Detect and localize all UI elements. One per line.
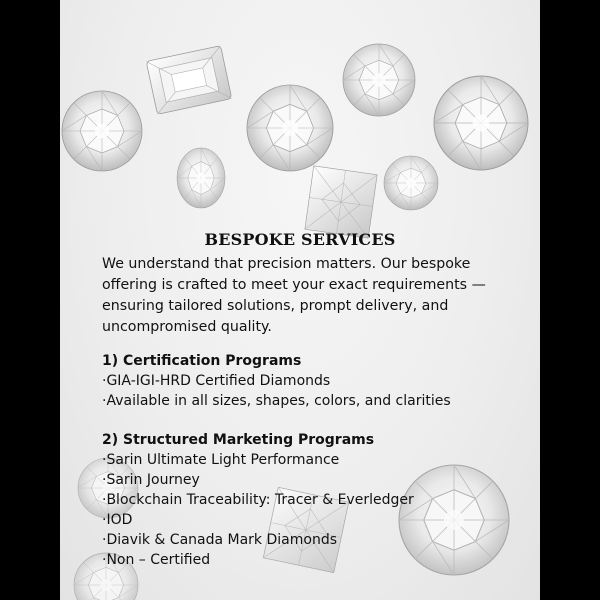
list-item: ·Sarin Journey bbox=[102, 472, 200, 488]
list-item: ·IOD bbox=[102, 512, 133, 528]
section-heading: 2) Structured Marketing Programs bbox=[102, 432, 375, 448]
page-title: BESPOKE SERVICES bbox=[204, 230, 396, 249]
list-item: ·Blockchain Traceability: Tracer & Everledger bbox=[102, 492, 414, 508]
list-item: ·Non – Certified bbox=[102, 552, 211, 568]
list-item: ·Available in all sizes, shapes, colors, and clarities bbox=[102, 393, 451, 409]
list-item: ·Diavik & Canada Mark Diamonds bbox=[102, 532, 337, 548]
section-heading: 1) Certification Programs bbox=[102, 353, 302, 369]
list-item: ·Sarin Ultimate Light Performance bbox=[102, 452, 340, 468]
certification-section bbox=[102, 351, 502, 411]
bespoke-services-card bbox=[60, 0, 540, 600]
marketing-section bbox=[102, 430, 502, 570]
intro-paragraph: We understand that precision matters. Our bespoke offering is crafted to meet your exact requirements — ensuring tailored solutions, prompt delivery, and uncompromised quality. bbox=[102, 256, 486, 335]
list-item: ·GIA-IGI-HRD Certified Diamonds bbox=[102, 373, 331, 389]
